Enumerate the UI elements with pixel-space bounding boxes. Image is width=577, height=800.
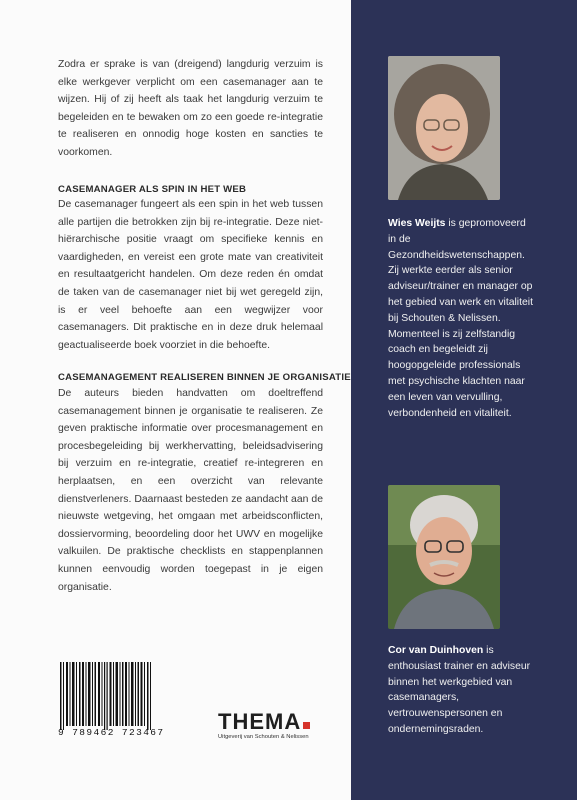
author1-photo bbox=[388, 56, 500, 200]
author2-name: Cor van Duinhoven bbox=[388, 645, 484, 656]
author2-bio bbox=[388, 643, 533, 738]
intro-paragraph: Zodra er sprake is van (dreigend) langdurig verzuim is elke werkgever verplicht om een casemanager aan te wijzen. Hij of zij heeft als taak het langdurig verzuim te begeleiden en te bewaken om zo een goede re-integratie te realiseren en onnodig hoge kosten en sancties te voorkomen. bbox=[58, 59, 323, 158]
section2-heading: CASEMANAGEMENT REALISEREN BINNEN JE ORGANISATIE bbox=[58, 372, 351, 383]
author1-bio-text: is gepromoveerd in de Gezondheidswetenschappen. Zij werkte eerder als senior adviseur/trainer en manager op het gebied van werk en vitaliteit bij Schouten & Nelissen. Momenteel is zij zelfstandig coach en begeleidt zij hoogopgeleide professionals met psychische klachten naar een leven van vervulling, verbondenheid en vitaliteit. bbox=[388, 218, 533, 419]
section1-body: De casemanager fungeert als een spin in het web tussen alle partijen die betrokken zijn bij re-integratie. Deze niet-hiërarchische positie vraagt om specifieke kennis en vaardigheden, en vereist een grote mate van creativiteit en resultaatgericht handelen. Om deze reden én omdat de taken van de casemanager niet bij wet geregeld zijn, is er veel behoefte aan een wegwijzer voor casemanagers. Dit praktische en in deze druk helemaal geactualiseerde boek voorziet in die behoefte. bbox=[58, 199, 323, 351]
section1-heading: CASEMANAGER ALS SPIN IN HET WEB bbox=[58, 184, 247, 195]
publisher-subtitle: Uitgeverij van Schouten & Nelissen bbox=[218, 734, 309, 740]
author1-name: Wies Weijts bbox=[388, 218, 446, 229]
author2-photo bbox=[388, 485, 500, 629]
isbn-number: 9 789462 723467 bbox=[58, 727, 165, 738]
author2-bio-text: is enthousiast trainer en adviseur binnen het werkgebied van casemanagers, vertrouwenspersonen en ondernemingsraden. bbox=[388, 645, 531, 735]
barcode bbox=[58, 657, 154, 737]
section2-body: De auteurs bieden handvatten om doeltreffend casemanagement binnen je organisatie te realiseren. Ze geven praktische informatie over procesmanagement en procesbegeleiding bij werkhervatting, beleidsadvisering bij verzuim en re-integratie, creatief re-integreren en herplaatsen, en een overzicht van relevante dienstverleners. Daarnaast besteden ze aandacht aan de nieuwste wetgeving, het omgaan met arbeidsconflicten, dossiervorming, beoordeling door het UWV en mogelijke valkuilen. De praktische checklists en stappenplannen kunnen eenvoudig worden toegepast in je eigen organisatie. bbox=[58, 388, 323, 593]
logo-dot-icon bbox=[303, 722, 310, 729]
publisher-logo bbox=[218, 709, 310, 735]
author1-bio bbox=[388, 216, 533, 421]
publisher-logo-text: THEMA bbox=[218, 709, 302, 734]
